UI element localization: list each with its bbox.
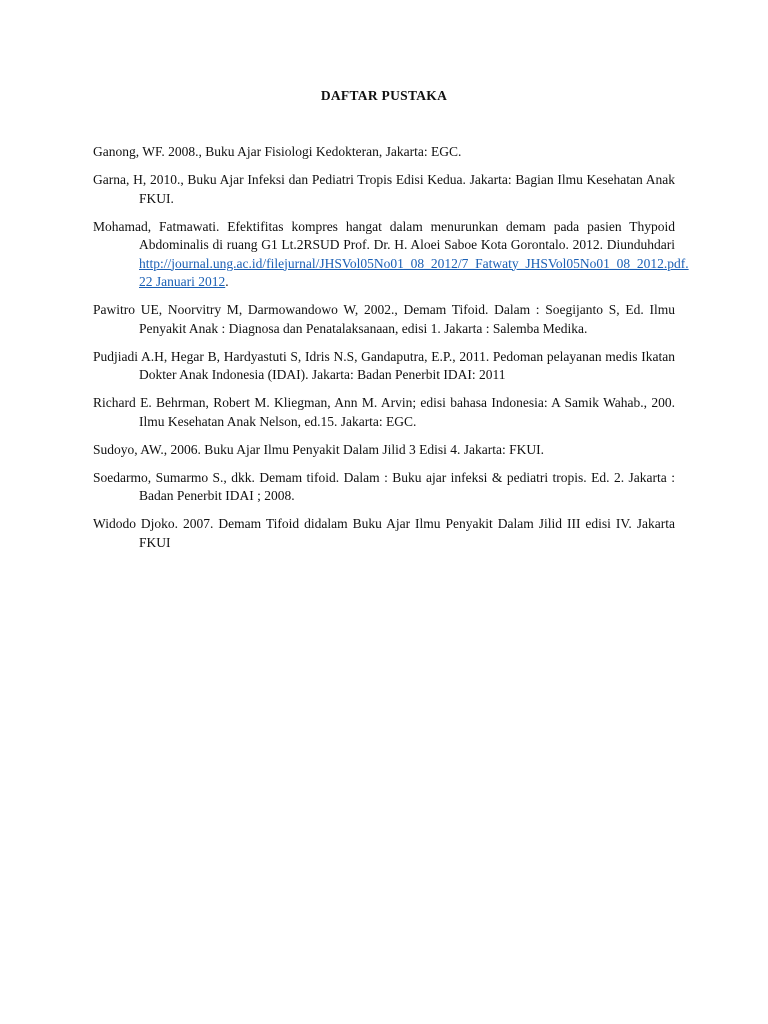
reference-text: Garna, H, 2010., Buku Ajar Infeksi dan Pediatri Tropis Edisi Kedua. Jakarta: Bagian Ilmu Kesehatan Anak FKUI. bbox=[93, 172, 675, 206]
reference-text: Richard E. Behrman, Robert M. Kliegman, Ann M. Arvin; edisi bahasa Indonesia: A Samik Wahab., 200. Ilmu Kesehatan Anak Nelson, ed.15. Jakarta: EGC. bbox=[93, 395, 675, 429]
reference-text: Pudjiadi A.H, Hegar B, Hardyastuti S, Idris N.S, Gandaputra, E.P., 2011. Pedoman pelayanan medis Ikatan Dokter Anak Indonesia (IDAI). Jakarta: Badan Penerbit IDAI: 2011 bbox=[93, 348, 675, 382]
reference-text: Soedarmo, Sumarmo S., dkk. Demam tifoid. Dalam : Buku ajar infeksi & pediatri tropis. Ed. 2. Jakarta : Badan Penerbit IDAI ; 2008. bbox=[93, 469, 675, 503]
page-title: DAFTAR PUSTAKA bbox=[320, 88, 448, 103]
reference-item bbox=[93, 171, 675, 208]
reference-item bbox=[93, 301, 675, 338]
reference-text-after: . bbox=[225, 274, 229, 289]
reference-text: Sudoyo, AW., 2006. Buku Ajar Ilmu Penyakit Dalam Jilid 3 Edisi 4. Jakarta: FKUI. bbox=[93, 441, 545, 457]
reference-list bbox=[93, 143, 689, 562]
reference-text: Pawitro UE, Noorvitry M, Darmowandowo W, 2002., Demam Tifoid. Dalam : Soegijanto S, Ed. Ilmu Penyakit Anak : Diagnosa dan Penatalaksanaan, edisi 1. Jakarta : Salemba Medika. bbox=[93, 302, 675, 336]
reference-item bbox=[93, 218, 689, 292]
reference-item bbox=[93, 515, 675, 552]
reference-text: Widodo Djoko. 2007. Demam Tifoid didalam Buku Ajar Ilmu Penyakit Dalam Jilid III edisi IV. Jakarta FKUI bbox=[93, 516, 675, 550]
reference-item bbox=[93, 143, 675, 162]
reference-item bbox=[93, 469, 675, 506]
reference-text: Ganong, WF. 2008., Buku Ajar Fisiologi Kedokteran, Jakarta: EGC. bbox=[93, 144, 462, 159]
reference-item bbox=[93, 348, 675, 385]
reference-item bbox=[93, 394, 675, 431]
reference-text: Mohamad, Fatmawati. Efektifitas kompres hangat dalam menurunkan demam pada pasien Thypoid Abdominalis di ruang G1 Lt.2RSUD Prof. Dr. H. Aloei Saboe Kota Gorontalo. 2012. Diunduhdari bbox=[93, 218, 675, 252]
reference-item bbox=[93, 441, 675, 460]
reference-link[interactable]: http://journal.ung.ac.id/filejurnal/JHSVol05No01_08_2012/7_Fatwaty_JHSVol05No01_08_2012.pdf. 22 Januari 2012 bbox=[139, 255, 689, 289]
